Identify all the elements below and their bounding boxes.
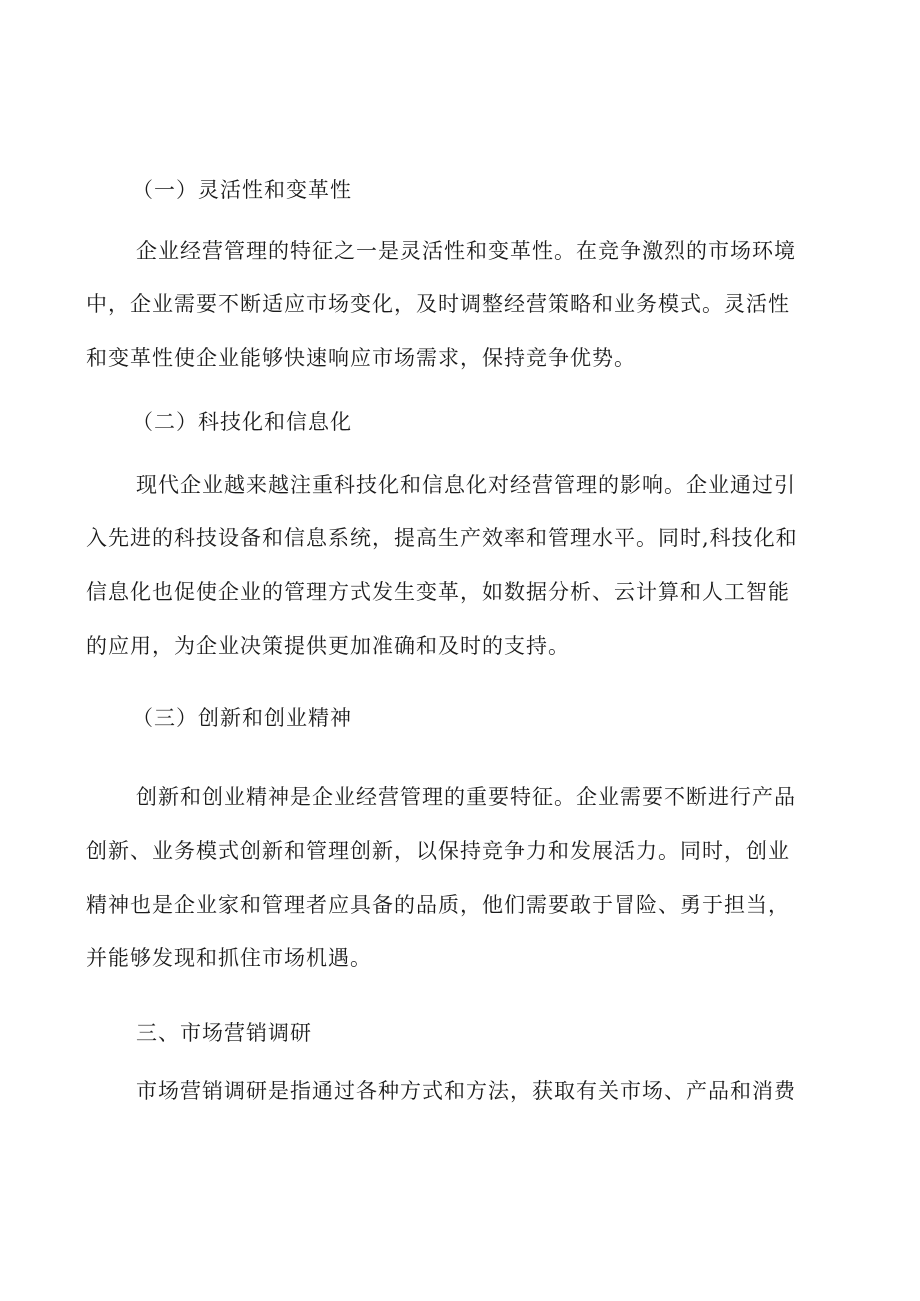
paragraph-line: 信息化也促使企业的管理方式发生变革，如数据分析、云计算和人工智能 [86, 580, 790, 604]
paragraph-line: 和变革性使企业能够快速响应市场需求，保持竞争优势。 [86, 346, 636, 370]
paragraph-line: 企业经营管理的特征之一是灵活性和变革性。在竞争激烈的市场环境 [136, 239, 796, 263]
section-heading-2: （二）科技化和信息化 [132, 410, 352, 434]
section-heading-3: （三）创新和创业精神 [132, 706, 352, 730]
section-heading-4: 三、市场营销调研 [136, 1021, 312, 1045]
paragraph-line: 中，企业需要不断适应市场变化，及时调整经营策略和业务模式。灵活性 [86, 292, 790, 316]
paragraph-line: 的应用，为企业决策提供更加准确和及时的支持。 [86, 634, 570, 658]
paragraph-line: 精神也是企业家和管理者应具备的品质，他们需要敢于冒险、勇于担当， [86, 893, 790, 917]
paragraph-line: 市场营销调研是指通过各种方式和方法，获取有关市场、产品和消费 [136, 1079, 796, 1103]
paragraph-line: 并能够发现和抓住市场机遇。 [86, 946, 372, 970]
section-heading-1: （一）灵活性和变革性 [132, 178, 352, 202]
paragraph-line: 创新、业务模式创新和管理创新，以保持竞争力和发展活力。同时，创业 [86, 839, 790, 863]
paragraph-line: 创新和创业精神是企业经营管理的重要特征。企业需要不断进行产品 [136, 785, 796, 809]
paragraph-line: 入先进的科技设备和信息系统，提高生产效率和管理水平。同时,科技化和 [86, 526, 798, 550]
paragraph-line: 现代企业越来越注重科技化和信息化对经营管理的影响。企业通过引 [136, 473, 796, 497]
